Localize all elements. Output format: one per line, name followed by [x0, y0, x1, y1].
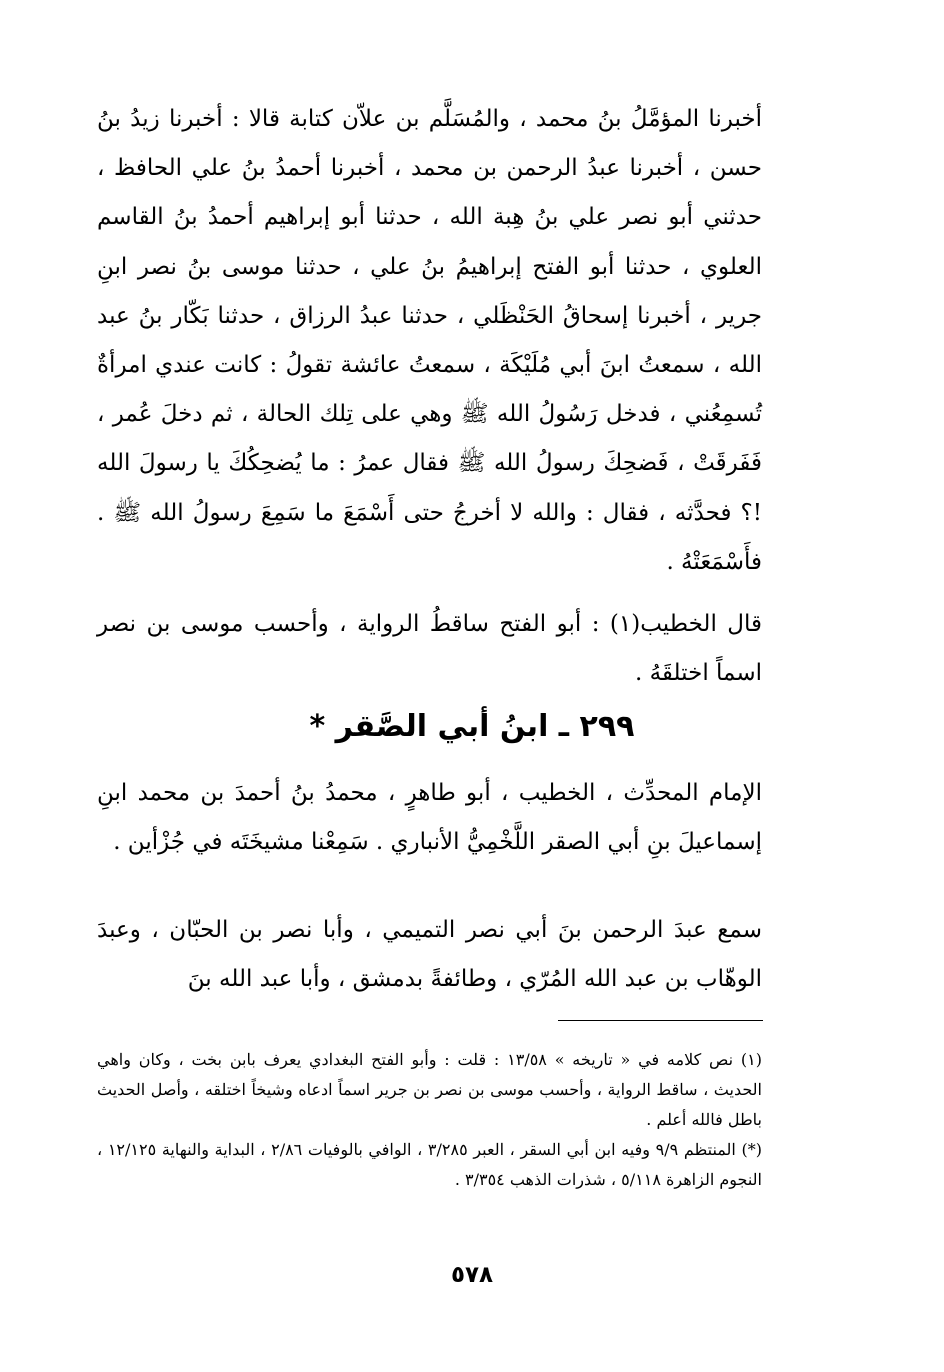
- footnotes: [97, 1045, 762, 1195]
- page-number: ٥٧٨: [450, 1262, 494, 1288]
- biography-intro-paragraph: الإمام المحدِّث ، الخطيب ، أبو طاهرٍ ، محمدُ بنُ أحمدَ بن محمد ابنِ إسماعيلَ بنِ أبي الصقر اللَّخْمِيُّ الأنباري . سَمِعْنا مشيخَتَه في جُزْأين .: [97, 780, 762, 856]
- khatib-comment-paragraph: قال الخطيب(١) : أبو الفتح ساقطُ الرواية ، وأحسب موسى بن نصر اسماً اختلقَهُ .: [97, 611, 762, 687]
- footnote-divider: [558, 1020, 763, 1021]
- footnote-1: (١) نص كلامه في « تاريخه » ١٣/٥٨ : قلت : وأبو الفتح البغدادي يعرف بابن بخت ، وكان واهي الحديث ، ساقط الرواية ، وأحسب موسى بن نصر بن جرير اسماً ادعاه وشيخاً اختلقه ، وأصل الحديث باطل فالله أعلم .: [97, 1050, 763, 1129]
- hadith-paragraph: أخبرنا المؤمَّلُ بنُ محمد ، والمُسَلَّم بن علاّن كتابة قالا : أخبرنا زيدُ بنُ حسن ، أخبرنا عبدُ الرحمن بن محمد ، أخبرنا أحمدُ بنُ علي الحافظ ، حدثني أبو نصر علي بنُ هِبة الله ، حدثنا أبو إبراهيم أحمدُ بنُ القاسم العلوي ، حدثنا أبو الفتح إبراهيمُ بنُ علي ، حدثنا موسى بنُ نصر ابنِ جرير ، أخبرنا إسحاقُ الحَنْظَلي ، حدثنا عبدُ الرزاق ، حدثنا بَكّار بنُ عبد الله ، سمعتُ ابنَ أبي مُلَيْكَة ، سمعتُ عائشة تقولُ : كانت عندي امرأةٌ تُسمِعُني ، فدخل رَسُولُ الله ﷺ وهي على تِلك الحالة ، ثم دخلَ عُمر ، فَفَرقَتْ ، فَضحِكَ رسولُ الله ﷺ فقال عمرُ : ما يُضحِكُكَ يا رسولَ الله !؟ فحدَّثه ، فقال : والله لا أخرجُ حتى أَسْمَعَ ما سَمِعَ رسولُ الله ﷺ . فأَسْمَعَتْهُ .: [97, 106, 762, 575]
- biography-heading: ٢٩٩ ـ ابنُ أبي الصَّقر *: [309, 709, 635, 744]
- footnote-star: (*) المنتظم ٩/٩ وفيه ابن أبي السقر ، العبر ٣/٢٨٥ ، الوافي بالوفيات ٢/٨٦ ، البداية والنهاية ١٢/١٢٥ ، النجوم الزاهرة ٥/١١٨ ، شذرات الذهب ٣/٣٥٤ .: [97, 1140, 763, 1189]
- biography-teachers-paragraph: سمع عبدَ الرحمن بنَ أبي نصر التميمي ، وأبا نصر بن الحبّان ، وعبدَ الوهّاب بن عبد الله المُرّي ، وطائفةً بدمشق ، وأبا عبد الله بنَ: [97, 917, 762, 993]
